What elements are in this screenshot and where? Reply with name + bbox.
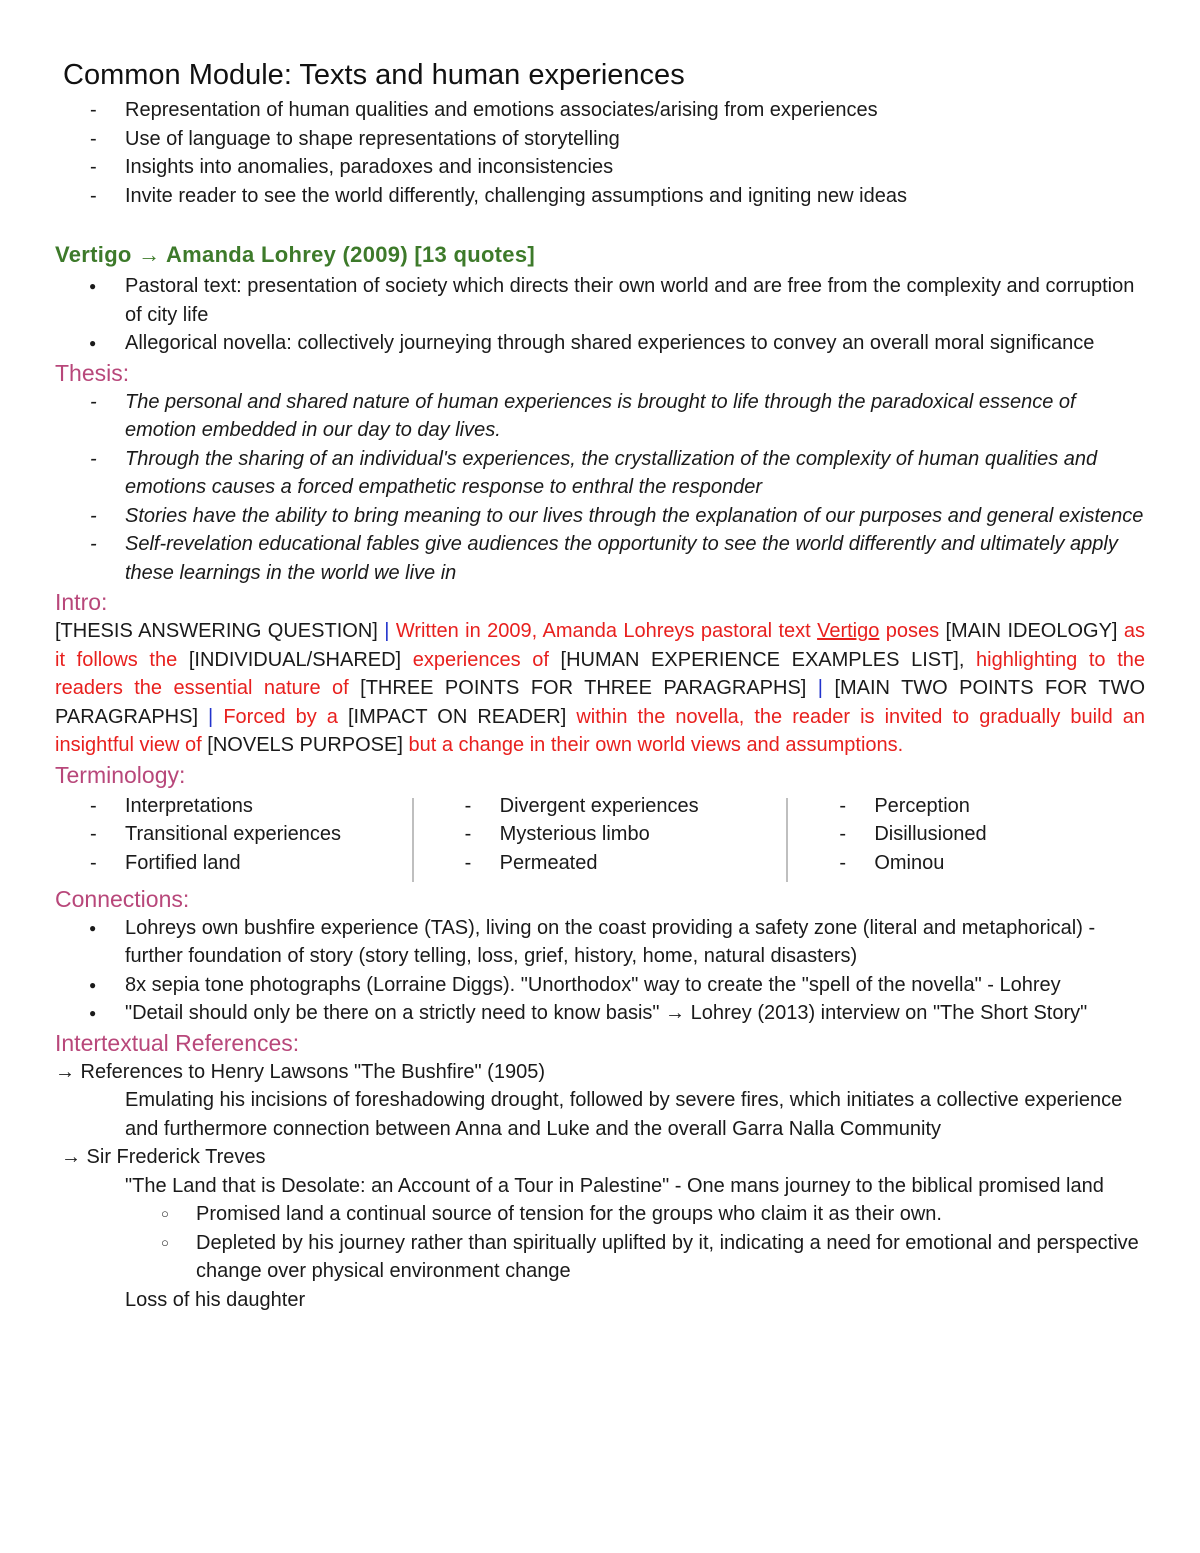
placeholder-text: [THREE POINTS FOR THREE PARAGRAPHS] xyxy=(360,677,807,699)
template-text: poses xyxy=(879,620,946,642)
list-item: - Interpretations xyxy=(55,792,396,821)
placeholder-text: [IMPACT ON READER] xyxy=(347,705,567,728)
placeholder-text: [HUMAN EXPERIENCE EXAMPLES LIST], xyxy=(560,648,965,671)
column-divider xyxy=(786,798,788,882)
template-text: Forced by a xyxy=(223,705,348,728)
list-item: - Permeated xyxy=(430,849,771,878)
list-item: - Use of language to shape representations of storytelling xyxy=(55,125,1145,154)
list-item: - Insights into anomalies, paradoxes and inconsistencies xyxy=(55,153,1145,182)
template-text: as it follows the xyxy=(55,620,1145,671)
placeholder-text: [NOVELS PURPOSE] xyxy=(207,734,403,756)
thesis-heading: Thesis: xyxy=(55,359,130,386)
intro-heading: Intro: xyxy=(55,589,108,615)
list-item: - Through the sharing of an individual's experiences, the crystallization of the complexity of human qualities and emotions causes a forced empathetic response to enthral the responder xyxy=(55,445,1145,502)
list-item: ○ Depleted by his journey rather than spiritually uplifted by it, indicating a need for emotional and perspective change over physical environment change xyxy=(55,1229,1145,1286)
list-item: - Invite reader to see the world differently, challenging assumptions and igniting new ideas xyxy=(55,182,1145,211)
template-text: highlighting to the readers the essential nature of xyxy=(55,648,1145,699)
intertextual-heading: Intertextual References: xyxy=(55,1029,300,1056)
text-points-list xyxy=(55,272,1145,358)
list-item: - Transitional experiences xyxy=(55,820,396,849)
template-text: but a change in their own world views and assumptions. xyxy=(402,734,904,756)
reference-title: → References to Henry Lawsons "The Bushfire" (1905) xyxy=(55,1060,545,1083)
thesis-list xyxy=(55,388,1145,588)
template-text: experiences of xyxy=(401,648,561,671)
template-text: within the novella, the reader is invited to gradually build an insightful view of xyxy=(55,705,1145,756)
list-item: ● Allegorical novella: collectively journeying through shared experiences to convey an overall moral significance xyxy=(55,329,1145,358)
document-page xyxy=(55,56,1145,1314)
novel-title: Vertigo xyxy=(817,620,880,642)
terminology-column xyxy=(804,792,1145,882)
separator: | xyxy=(377,620,396,642)
placeholder-text: [MAIN IDEOLOGY] xyxy=(945,620,1118,642)
reference-text: "The Land that is Desolate: an Account of a Tour in Palestine" - One mans journey to the biblical promised land xyxy=(125,1174,1104,1197)
list-item: - Divergent experiences xyxy=(430,792,771,821)
list-item: - Perception xyxy=(804,792,1145,821)
reference-text: Loss of his daughter xyxy=(125,1288,306,1311)
terminology-heading: Terminology: xyxy=(55,761,186,788)
list-item: - Representation of human qualities and emotions associates/arising from experiences xyxy=(55,96,1145,125)
intro-paragraph xyxy=(55,617,1145,760)
list-item: ● "Detail should only be there on a strictly need to know basis" → Lohrey (2013) interview on "The Short Story" xyxy=(55,999,1145,1028)
list-item: - Disillusioned xyxy=(804,820,1145,849)
list-item: - Fortified land xyxy=(55,849,396,878)
connections-heading: Connections: xyxy=(55,885,190,912)
reference-points-list xyxy=(55,1200,1145,1286)
terminology-columns xyxy=(55,792,1145,882)
template-text: Written in 2009, Amanda Lohreys pastoral text xyxy=(395,620,818,642)
reference-text: Emulating his incisions of foreshadowing drought, followed by severe fires, which initiates a collective experience and furthermore connection between Anna and Luke and the overall Garra Nalla Community xyxy=(125,1089,1123,1140)
list-item: - Stories have the ability to bring meaning to our lives through the explanation of our purposes and general existence xyxy=(55,502,1145,531)
placeholder-text: [INDIVIDUAL/SHARED] xyxy=(188,648,402,671)
module-points-list xyxy=(55,96,1145,210)
connections-list xyxy=(55,914,1145,1028)
list-item: ● Pastoral text: presentation of society which directs their own world and are free from the complexity and corruption of city life xyxy=(55,272,1145,329)
placeholder-text: [MAIN TWO POINTS FOR TWO PARAGRAPHS] xyxy=(55,677,1146,728)
list-item: ○ Promised land a continual source of tension for the groups who claim it as their own. xyxy=(55,1200,1145,1229)
list-item: - Mysterious limbo xyxy=(430,820,771,849)
reference-title: → Sir Frederick Treves xyxy=(61,1146,266,1168)
text-heading: Vertigo → Amanda Lohrey (2009) [13 quotes] xyxy=(55,242,536,267)
list-item: - Self-revelation educational fables give audiences the opportunity to see the world differently and ultimately apply these learnings in the world we live in xyxy=(55,530,1145,587)
list-item: - The personal and shared nature of human experiences is brought to life through the paradoxical essence of emotion embedded in our day to day lives. xyxy=(55,388,1145,445)
column-divider xyxy=(412,798,414,882)
list-item: ● 8x sepia tone photographs (Lorraine Diggs). "Unorthodox" way to create the "spell of the novella" - Lohrey xyxy=(55,971,1145,1000)
separator: | xyxy=(198,705,224,728)
page-title: Common Module: Texts and human experiences xyxy=(63,59,685,91)
terminology-column xyxy=(430,792,771,882)
placeholder-text: [THESIS ANSWERING QUESTION] xyxy=(55,620,378,642)
terminology-column xyxy=(55,792,396,882)
separator: | xyxy=(806,677,835,699)
list-item: - Ominou xyxy=(804,849,1145,878)
list-item: ● Lohreys own bushfire experience (TAS), living on the coast providing a safety zone (literal and metaphorical) - further foundation of story (story telling, loss, grief, history, home, natural disasters) xyxy=(55,914,1145,971)
